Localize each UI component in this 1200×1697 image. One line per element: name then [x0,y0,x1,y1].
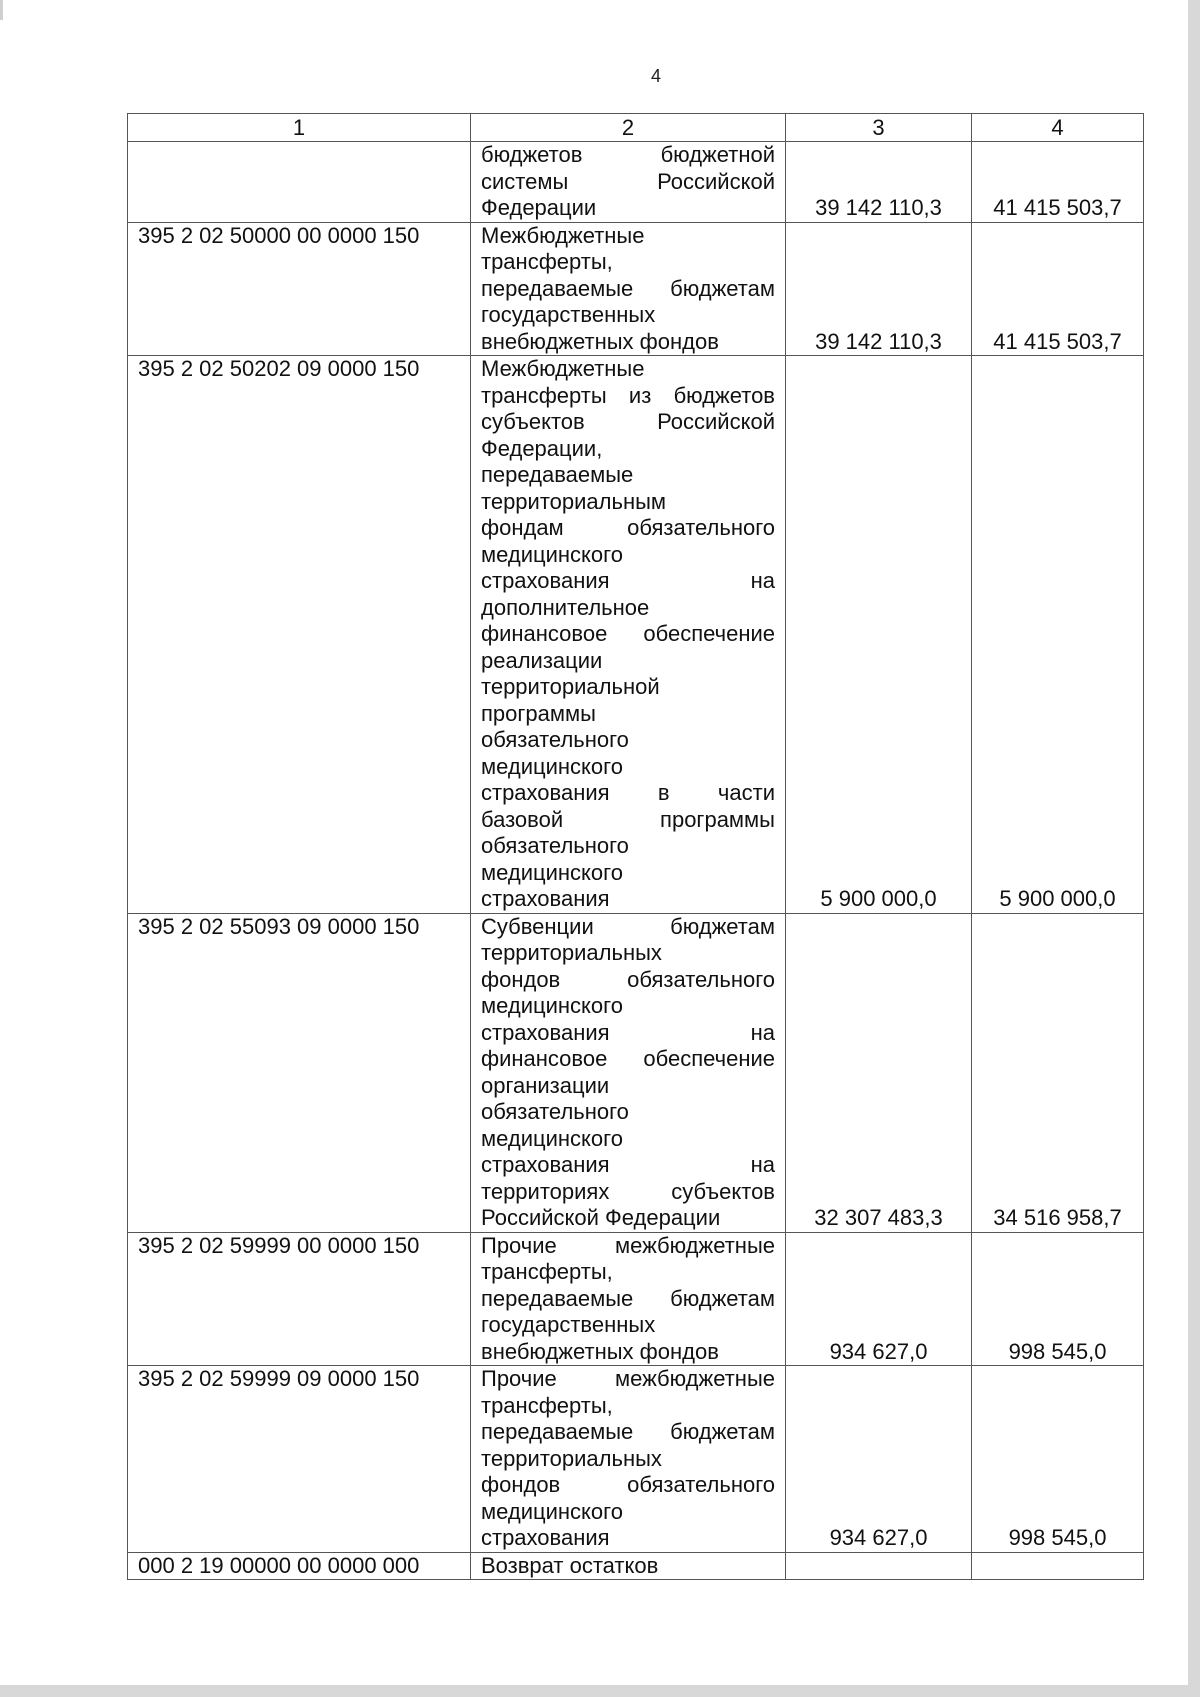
budget-table [127,113,1144,1580]
description-line: внебюджетных фондов [481,1338,719,1364]
description-line: страхования [481,1525,610,1550]
amount-col4-cell: 34 516 958,7 [972,913,1144,1232]
table-row [128,1366,1144,1553]
description-line: организации [481,1072,610,1098]
description-line: программы [481,700,596,726]
description-line: территориальных [481,1445,662,1471]
description-line: обязательного [481,1099,629,1124]
table-row [128,913,1144,1232]
description-line: фондов обязательного [481,966,775,992]
budget-code-cell: 395 2 02 59999 00 0000 150 [128,1232,471,1366]
budget-code-cell: 395 2 02 55093 09 0000 150 [128,913,471,1232]
page-number: 4 [650,66,661,86]
description-line: Федерации, [481,435,603,461]
amount-col3-cell: 39 142 110,3 [786,142,972,223]
description-line: страхования [481,886,610,911]
description-line: государственных [481,1312,656,1337]
description-line: фондам обязательного [481,515,775,540]
table-row [128,1232,1144,1366]
table-header-row [128,114,1144,142]
description-line: Федерации [481,195,597,220]
column-header-4: 4 [972,114,1144,142]
description-line: финансовое обеспечение [481,1046,775,1071]
description-line: Прочие межбюджетные [481,1366,775,1391]
amount-col3-cell: 934 627,0 [786,1366,972,1553]
description-cell [471,1552,786,1580]
description-line: медицинского [481,993,623,1018]
description-line: трансферты из бюджетов [481,382,775,408]
description-line: страхования на [481,568,775,593]
description-line: Возврат остатков [481,1552,659,1578]
description-line: Межбюджетные [481,356,645,381]
description-line: медицинского [481,753,623,779]
amount-col3-cell: 39 142 110,3 [786,222,972,356]
table-row [128,222,1144,356]
description-line: территориальных [481,940,662,965]
description-line: передаваемые бюджетам [481,275,775,301]
budget-code-cell: 395 2 02 50202 09 0000 150 [128,356,471,914]
column-header-3: 3 [786,114,972,142]
amount-col3-cell: 5 900 000,0 [786,356,972,914]
description-line: страхования на [481,1152,775,1177]
description-cell [471,222,786,356]
description-line: трансферты, [481,1259,613,1284]
table-header [128,114,1144,142]
budget-code-cell [128,142,471,223]
description-line: медицинского [481,859,623,885]
amount-col3-cell [786,1552,972,1580]
page-edge-bottom [0,1685,1200,1697]
description-line: базовой программы [481,806,775,832]
table-row [128,1552,1144,1580]
description-line: передаваемые бюджетам [481,1285,775,1311]
description-line: реализации [481,647,603,673]
table-row [128,142,1144,223]
description-cell [471,142,786,223]
amount-col4-cell: 5 900 000,0 [972,356,1144,914]
page-edge-right [1188,0,1200,1697]
amount-col4-cell: 998 545,0 [972,1232,1144,1366]
description-line: передаваемые бюджетам [481,1419,775,1444]
description-line: внебюджетных фондов [481,328,719,354]
description-line: системы Российской [481,168,775,194]
description-line: финансовое обеспечение [481,621,775,646]
amount-col4-cell: 41 415 503,7 [972,222,1144,356]
description-line: трансферты, [481,1392,613,1418]
amount-col4-cell: 998 545,0 [972,1366,1144,1553]
budget-code-cell: 395 2 02 50000 00 0000 150 [128,222,471,356]
description-cell [471,1366,786,1553]
table-row [128,356,1144,914]
amount-col3-cell: 32 307 483,3 [786,913,972,1232]
description-line: передаваемые [481,462,634,487]
description-line: территориальным [481,488,667,514]
budget-code-cell: 000 2 19 00000 00 0000 000 [128,1552,471,1580]
amount-col4-cell: 41 415 503,7 [972,142,1144,223]
description-line: Межбюджетные [481,222,645,248]
description-line: Субвенции бюджетам [481,913,775,939]
description-line: территориальной [481,674,660,699]
description-line: дополнительное [481,594,650,620]
amount-col4-cell [972,1552,1144,1580]
amount-col3-cell: 934 627,0 [786,1232,972,1366]
description-line: медицинского [481,1125,623,1151]
description-line: территориях субъектов [481,1178,775,1204]
description-line: государственных [481,302,656,327]
table-body [128,142,1144,1580]
description-cell [471,913,786,1232]
description-line: обязательного [481,727,629,752]
page-edge-mark [0,0,3,20]
description-cell [471,1232,786,1366]
column-header-2: 2 [471,114,786,142]
description-line: трансферты, [481,249,613,274]
budget-code-cell: 395 2 02 59999 09 0000 150 [128,1366,471,1553]
description-line: страхования на [481,1019,775,1045]
description-cell [471,356,786,914]
column-header-1: 1 [128,114,471,142]
description-line: Российской Федерации [481,1205,721,1230]
description-line: бюджетов бюджетной [481,142,775,167]
description-line: Прочие межбюджетные [481,1232,775,1258]
description-line: субъектов Российской [481,409,775,434]
description-line: страхования в части [481,780,775,805]
description-line: медицинского [481,1498,623,1524]
description-line: фондов обязательного [481,1472,775,1497]
description-line: обязательного [481,833,629,858]
description-line: медицинского [481,541,623,567]
